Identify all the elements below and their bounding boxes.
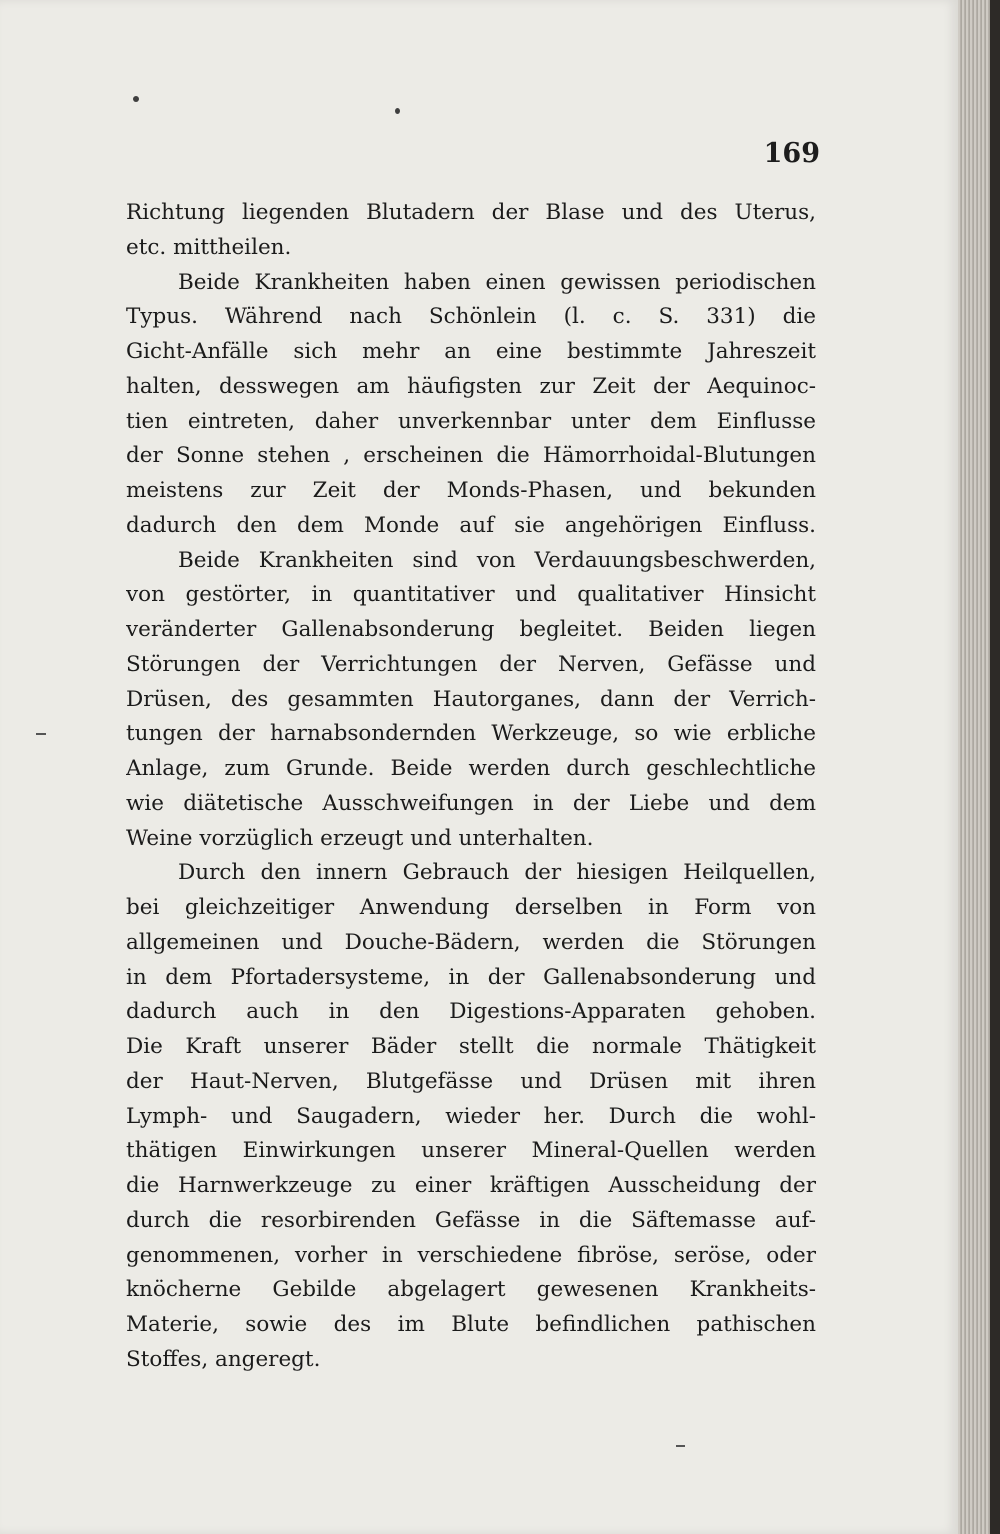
text-line: Durch den innern Gebrauch der hiesigen Heilquellen, (178, 860, 816, 886)
text-line: veränderter Gallenabsonderung begleitet. Beiden liegen (126, 617, 816, 642)
text-line: meistens zur Zeit der Monds-Phasen, und bekunden (126, 478, 816, 503)
text-line: in dem Pfortadersysteme, in der Gallenabsonderung und (126, 964, 816, 990)
text-line: thätigen Einwirkungen unserer Mineral-Quellen werden (126, 1138, 816, 1164)
text-line: dadurch auch in den Digestions-Apparaten gehoben. (126, 999, 816, 1025)
text-line: tungen der harnabsondernden Werkzeuge, so wie erbliche (126, 721, 816, 747)
margin-mark (36, 733, 46, 735)
text-line: Richtung liegenden Blutadern der Blase und des Uterus, (126, 200, 816, 225)
ink-speck (133, 96, 139, 102)
text-line: Beide Krankheiten sind von Verdauungsbeschwerden, (178, 547, 816, 573)
text-line: etc. mittheilen. (126, 234, 292, 260)
text-line: Beide Krankheiten haben einen gewissen periodischen (178, 269, 816, 295)
text-line: bei gleichzeitiger Anwendung derselben in Form von (126, 895, 816, 920)
text-line: Weine vorzüglich erzeugt und unterhalten. (126, 825, 594, 851)
text-line: wie diätetische Ausschweifungen in der Liebe und dem (126, 790, 816, 816)
text-line: der Haut-Nerven, Blutgefässe und Drüsen mit ihren (126, 1068, 816, 1094)
ink-speck (395, 108, 400, 114)
book-cover-edge (990, 0, 1000, 1534)
text-line: Die Kraft unserer Bäder stellt die normale Thätigkeit (126, 1034, 816, 1059)
text-line: von gestörter, in quantitativer und qualitativer Hinsicht (126, 582, 816, 608)
text-line: Gicht-Anfälle sich mehr an eine bestimmte Jahreszeit (126, 339, 816, 364)
body-text (126, 196, 816, 1378)
page-number: 169 (763, 138, 820, 169)
text-line: Drüsen, des gesammten Hautorganes, dann der Verrich- (126, 686, 816, 712)
text-line: genommenen, vorher in verschiedene fibröse, seröse, oder (126, 1242, 816, 1268)
text-line: Störungen der Verrichtungen der Nerven, Gefässe und (126, 651, 816, 677)
text-line: durch die resorbirenden Gefässe in die Säftemasse auf- (126, 1207, 816, 1233)
text-line: allgemeinen und Douche-Bädern, werden die Störungen (126, 929, 816, 955)
text-line: der Sonne stehen , erscheinen die Hämorrhoidal-Blutungen (126, 443, 816, 469)
text-line: Typus. Während nach Schönlein (l. c. S. 331) die (126, 304, 816, 330)
margin-mark (676, 1445, 685, 1447)
text-line: Stoffes, angeregt. (126, 1346, 321, 1372)
text-line: halten, desswegen am häufigsten zur Zeit der Aequinoc- (126, 373, 816, 399)
text-line: Anlage, zum Grunde. Beide werden durch geschlechtliche (126, 756, 816, 781)
text-line: die Harnwerkzeuge zu einer kräftigen Ausscheidung der (126, 1173, 816, 1198)
text-line: Materie, sowie des im Blute befindlichen pathischen (126, 1312, 816, 1337)
text-line: dadurch den dem Monde auf sie angehörigen Einfluss. (126, 512, 816, 538)
text-line: Lymph- und Saugadern, wieder her. Durch die wohl- (126, 1103, 816, 1129)
text-line: tien eintreten, daher unverkennbar unter dem Einflusse (126, 408, 816, 434)
text-line: knöcherne Gebilde abgelagert gewesenen Krankheits- (126, 1277, 816, 1303)
